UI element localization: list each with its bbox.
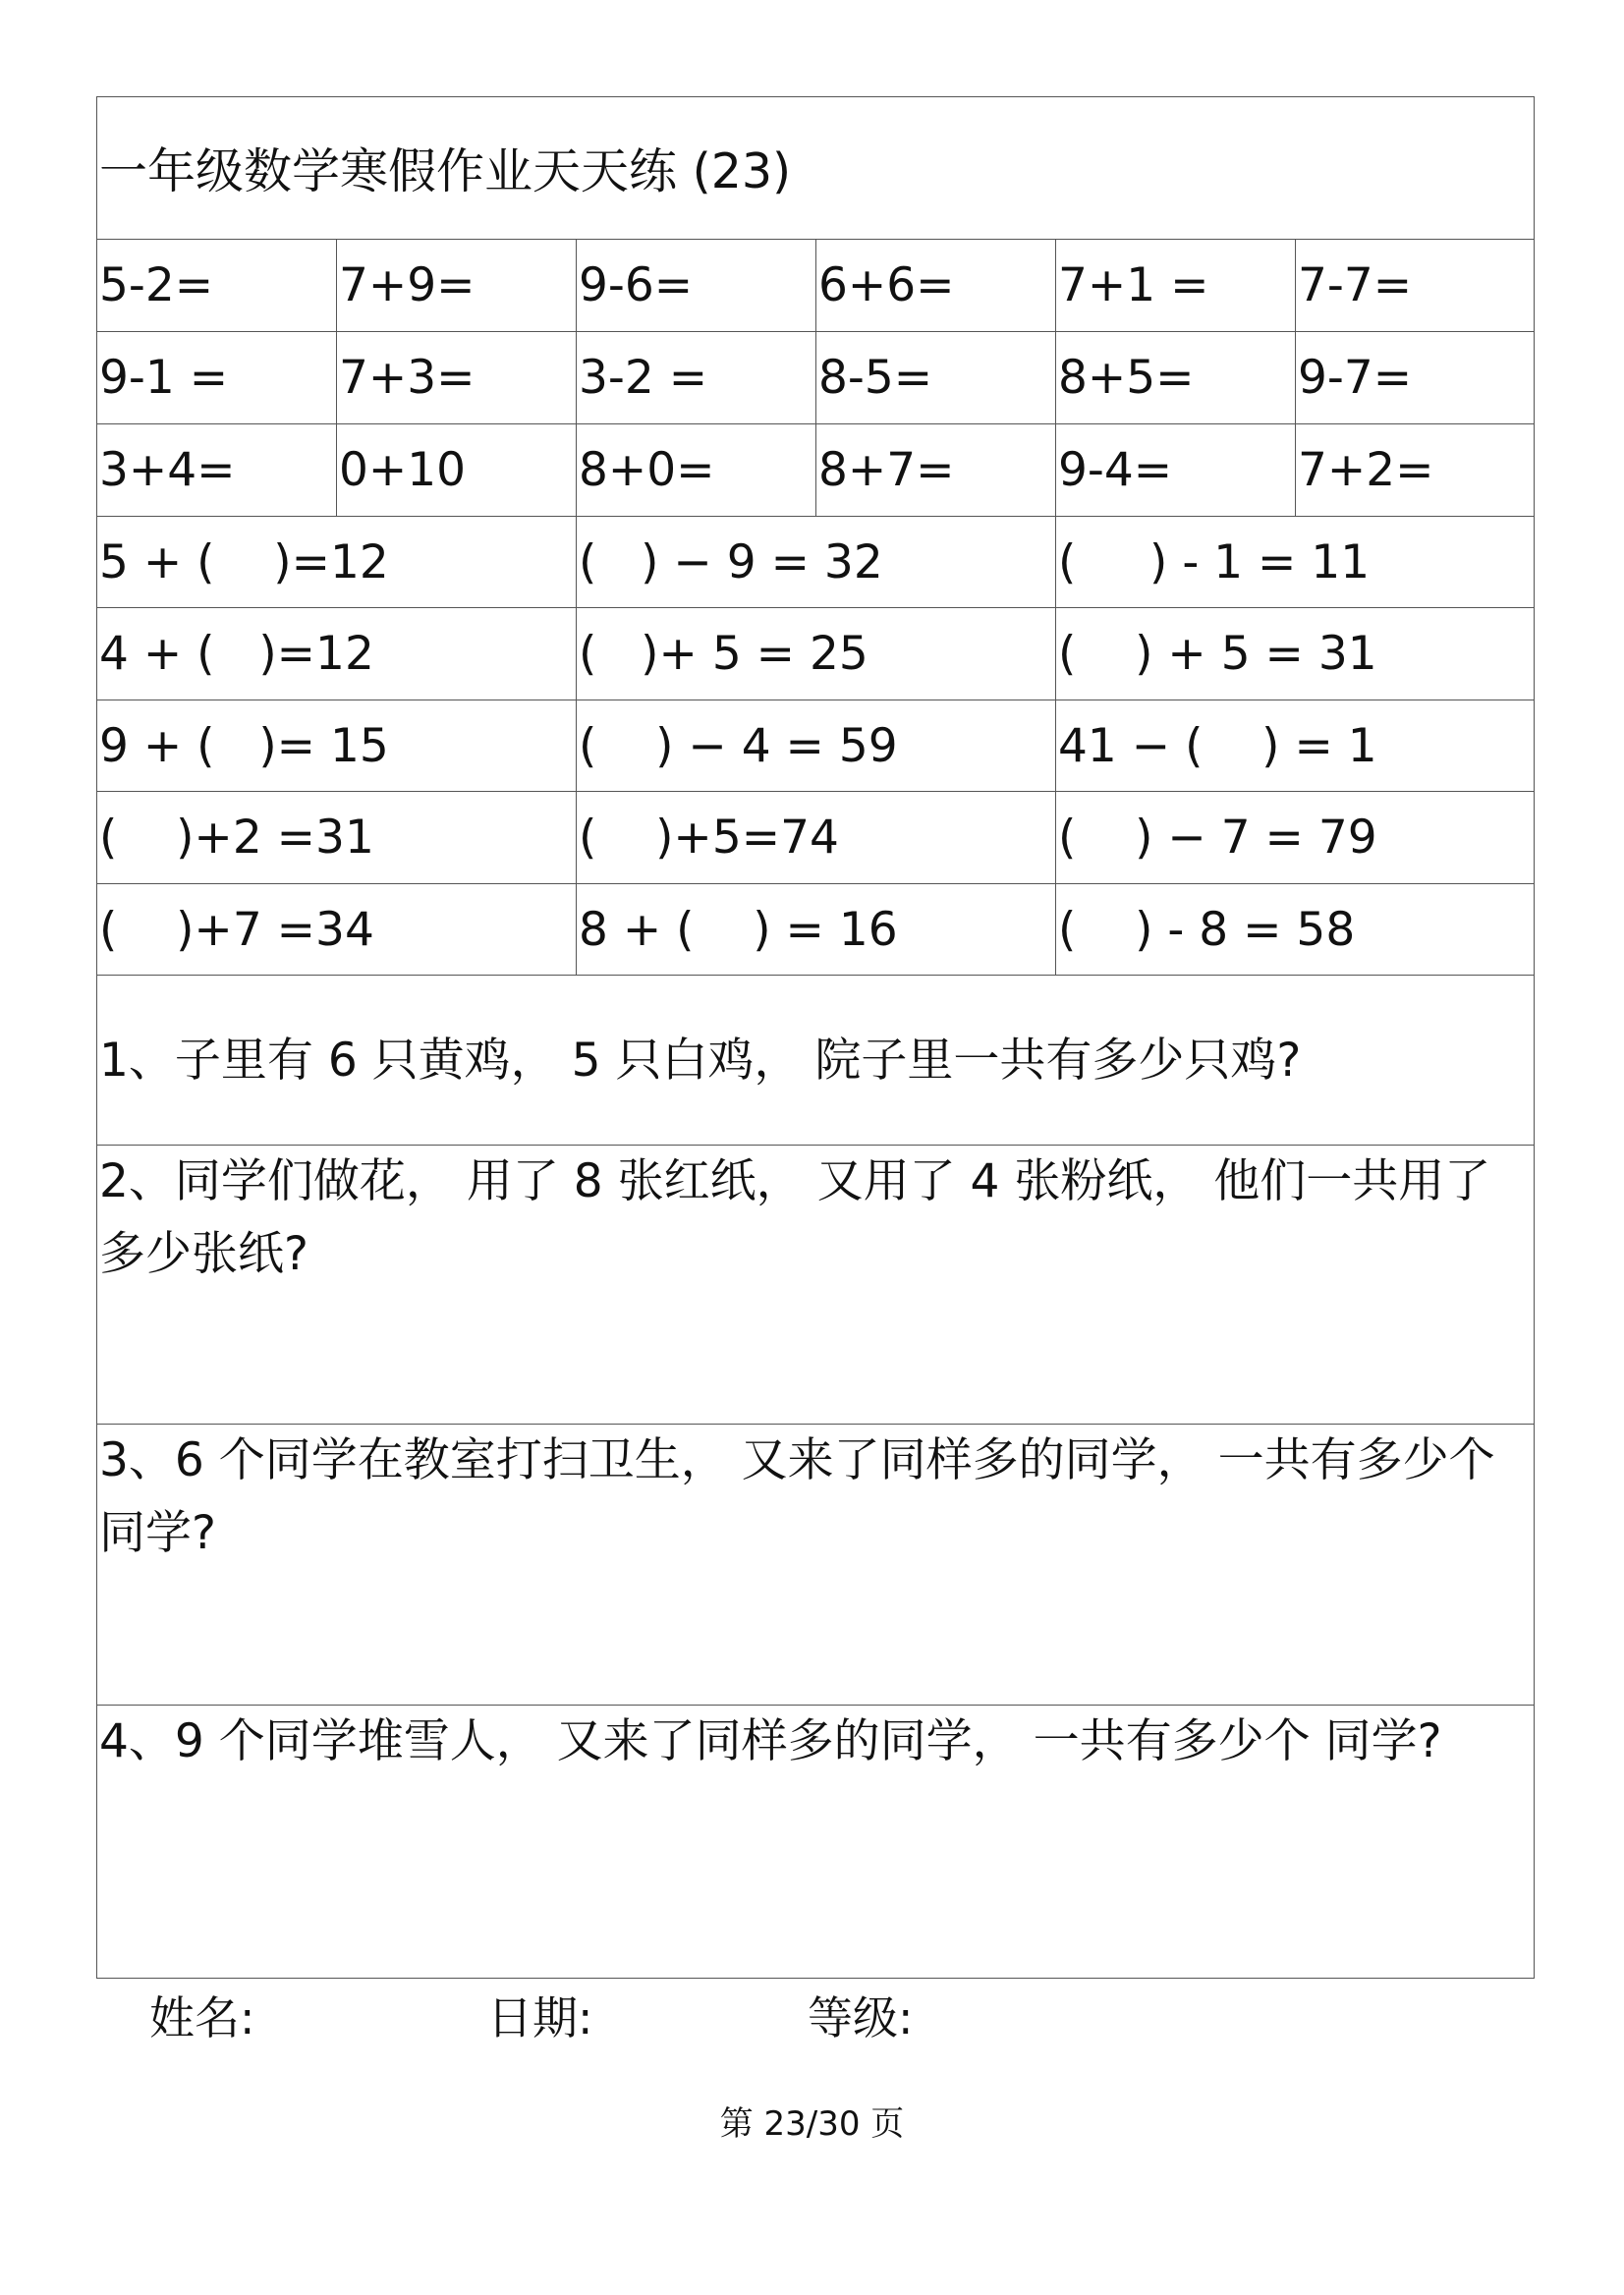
fill-blank-cell: 9 + ( )= 15 xyxy=(97,700,577,791)
arithmetic-cell: 7+9= xyxy=(337,240,577,331)
arithmetic-cell: 7+3= xyxy=(337,332,577,423)
arithmetic-row xyxy=(97,240,1534,332)
worksheet-title: 一年级数学寒假作业天天练 (23) xyxy=(99,143,792,199)
page-number: 第 23/30 页 xyxy=(719,2104,905,2144)
fill-blank-row xyxy=(97,608,1534,700)
fill-blank-cell: 4 + ( )=12 xyxy=(97,608,577,700)
arithmetic-row xyxy=(97,332,1534,424)
date-label: 日期: xyxy=(487,1991,593,2044)
fill-blank-cell: ( )+7 =34 xyxy=(97,884,577,975)
arithmetic-cell: 9-1 = xyxy=(97,332,337,423)
arithmetic-cell: 5-2= xyxy=(97,240,337,331)
word-problem-2: 2、同学们做花， 用了 8 张红纸， 又用了 4 张粉纸， 他们一共用了多少张纸? xyxy=(99,1154,1491,1281)
arithmetic-row xyxy=(97,424,1534,517)
arithmetic-cell: 8+7= xyxy=(816,424,1056,516)
word-problem-row xyxy=(97,1425,1534,1706)
arithmetic-cell: 8+0= xyxy=(577,424,816,516)
fill-blank-cell: ( ) − 4 = 59 xyxy=(577,700,1056,791)
fill-blank-cell: 8 + ( ) = 16 xyxy=(577,884,1056,975)
fill-blank-cell: ( ) − 9 = 32 xyxy=(577,517,1056,607)
fill-blank-cell: ( ) − 7 = 79 xyxy=(1058,811,1377,865)
fill-blank-cell: ( ) - 8 = 58 xyxy=(1058,902,1356,957)
word-problem-3: 3、6 个同学在教室打扫卫生， 又来了同样多的同学， 一共有多少个同学? xyxy=(99,1433,1495,1560)
arithmetic-cell: 7+1 = xyxy=(1056,240,1296,331)
fill-blank-row xyxy=(97,517,1534,608)
arithmetic-cell: 8+5= xyxy=(1056,332,1296,423)
word-problem-row xyxy=(97,976,1534,1146)
name-label: 姓名: xyxy=(149,1991,255,2044)
arithmetic-cell: 3+4= xyxy=(97,424,337,516)
fill-blank-cell: ( )+5=74 xyxy=(577,792,1056,883)
fill-blank-cell: ( ) + 5 = 31 xyxy=(1058,627,1377,681)
fill-blank-cell: ( )+2 =31 xyxy=(97,792,577,883)
fill-blank-cell: 41 − ( ) = 1 xyxy=(1058,718,1377,773)
word-problem-4: 4、9 个同学堆雪人， 又来了同样多的同学， 一共有多少个 同学? xyxy=(99,1714,1442,1768)
arithmetic-cell: 7+2= xyxy=(1298,443,1434,497)
fill-blank-cell: ( )+ 5 = 25 xyxy=(577,608,1056,700)
fill-blank-row xyxy=(97,792,1534,884)
fill-blank-row xyxy=(97,884,1534,976)
arithmetic-cell: 6+6= xyxy=(816,240,1056,331)
arithmetic-cell: 8-5= xyxy=(816,332,1056,423)
arithmetic-cell: 9-4= xyxy=(1056,424,1296,516)
arithmetic-cell: 9-7= xyxy=(1298,351,1413,405)
arithmetic-cell: 9-6= xyxy=(577,240,816,331)
arithmetic-cell: 3-2 = xyxy=(577,332,816,423)
title-row xyxy=(97,97,1534,240)
word-problem-row xyxy=(97,1146,1534,1425)
arithmetic-cell: 7-7= xyxy=(1298,258,1413,312)
arithmetic-cell: 0+10 xyxy=(337,424,577,516)
fill-blank-cell: 5 + ( )=12 xyxy=(97,517,577,607)
worksheet-table xyxy=(96,96,1535,1979)
fill-blank-row xyxy=(97,700,1534,792)
word-problem-row xyxy=(97,1706,1534,1980)
fill-blank-cell: ( ) - 1 = 11 xyxy=(1058,534,1371,589)
word-problem-1: 1、子里有 6 只黄鸡， 5 只白鸡， 院子里一共有多少只鸡? xyxy=(99,1034,1302,1088)
grade-label: 等级: xyxy=(808,1991,914,2044)
